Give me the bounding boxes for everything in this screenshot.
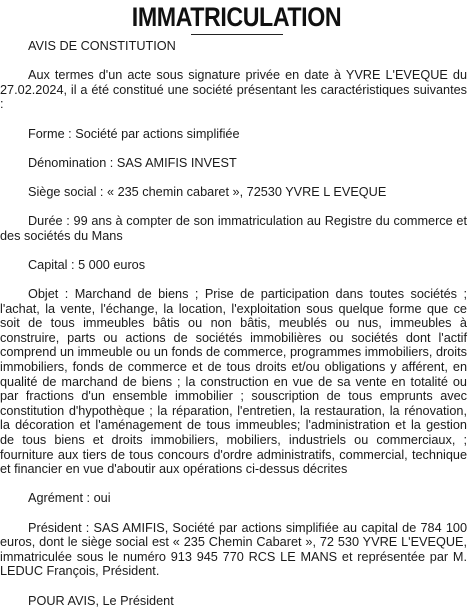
agrement-line: Agrément : oui xyxy=(28,491,111,506)
siege-line: Siège social : « 235 chemin cabaret », 72530 YVRE L EVEQUE xyxy=(28,184,387,199)
intro-paragraph: Aux termes d'un acte sous signature privée en date à YVRE L'EVEQUE du 27.02.2024, il a été constitué une société présentant les caractéristiques suivantes : xyxy=(0,68,467,112)
heading-underline xyxy=(191,34,283,35)
forme-line: Forme : Société par actions simplifiée xyxy=(28,126,240,141)
duree-paragraph: Durée : 99 ans à compter de son immatriculation au Registre du commerce et des sociétés du Mans xyxy=(0,214,467,243)
closing-line: POUR AVIS, Le Président xyxy=(28,593,174,608)
notice-heading: IMMATRICULATION xyxy=(131,2,342,32)
objet-paragraph: Objet : Marchand de biens ; Prise de participation dans toutes sociétés ; l'achat, la vente, l'échange, la location, l'exploitation sous quelque forme que ce soit de tous immeubles bâtis ou non bâtis, meublés ou nus, immeubles à construire, parts ou actions de sociétés immobilières ou sociétés dont l'actif comprend un immeuble ou un fonds de commerce, programmes immobiliers, droits immobiliers, fonds de commerce et de tous droits et/ou obligations y afférent, en qualité de marchand de biens ; la construction en vue de sa vente en totalité ou par fractions d'un ensemble immobilier ; souscription de tous emprunts avec constitution d'hypothèque ; la réparation, l'entretien, la restauration, la rénovation, la décoration et l'aménagement de tous immeubles; l'administration et la gestion de tous biens et droits immobiliers, mobiliers, industriels ou commerciaux, ; fourniture aux tiers de tous concours d'ordre administratifs, commercial, technique et financier en vue d'aboutir aux opérations ci-dessus décrites xyxy=(0,287,467,477)
president-paragraph: Président : SAS AMIFIS, Société par actions simplifiée au capital de 784 100 euros, dont le siège social est « 235 Chemin Cabaret », 72 530 YVRE L'EVEQUE, immatriculée sous le numéro 913 945 770 RCS LE MANS et représentée par M. LEDUC François, Président. xyxy=(0,520,467,579)
notice-type: AVIS DE CONSTITUTION xyxy=(28,39,176,53)
notice-body xyxy=(0,39,467,608)
denomination-line: Dénomination : SAS AMIFIS INVEST xyxy=(28,155,237,170)
capital-line: Capital : 5 000 euros xyxy=(28,257,146,272)
